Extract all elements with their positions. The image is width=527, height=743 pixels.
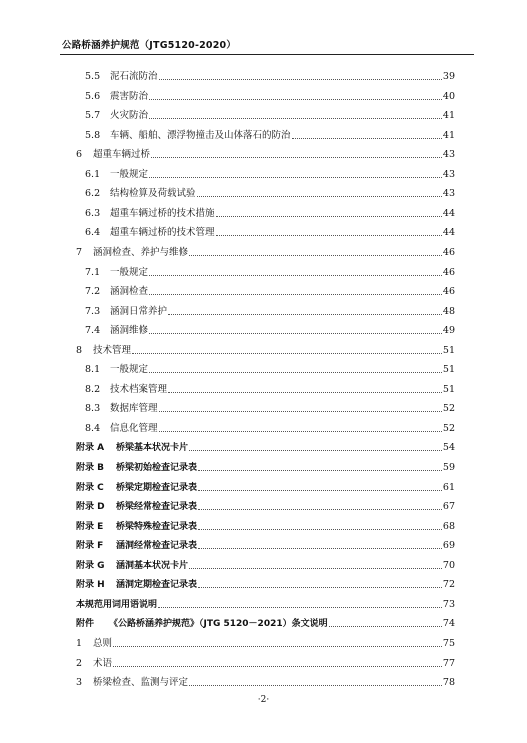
toc-entry[interactable] (0, 83, 527, 103)
toc-entry-number: 附件 (76, 619, 95, 630)
toc-entry[interactable] (0, 669, 527, 689)
toc-entry-title: 涵洞检查 (110, 286, 149, 298)
toc-entry[interactable] (0, 610, 527, 630)
toc-dot-leader (198, 490, 442, 491)
running-header: 公路桥涵养护规范（JTG5120-2020） (62, 40, 237, 51)
toc-entry-number: 2 (76, 657, 83, 669)
toc-entry-number: 6.1 (85, 168, 101, 180)
toc-entry-page: 59 (442, 462, 455, 473)
toc-entry-title: 涵洞日常养护 (110, 305, 168, 317)
toc-entry-title: 结构检算及荷载试验 (110, 188, 196, 200)
toc-entry-page: 43 (442, 188, 455, 200)
toc-entry-page: 77 (442, 657, 455, 669)
toc-entry[interactable] (0, 571, 527, 591)
toc-entry-title: 涵洞定期检查记录表 (116, 580, 198, 591)
toc-dot-leader (198, 529, 442, 530)
toc-entry-page: 74 (442, 618, 455, 630)
toc-entry-number: 5.6 (85, 90, 101, 102)
toc-entry-page: 41 (442, 110, 455, 122)
toc-dot-leader (149, 99, 442, 100)
toc-entry-number: 8.2 (85, 383, 101, 395)
toc-entry[interactable] (0, 317, 527, 337)
toc-entry-page: 49 (442, 325, 455, 337)
toc-entry-number: 1 (76, 637, 83, 649)
toc-entry[interactable] (0, 122, 527, 142)
toc-entry[interactable] (0, 259, 527, 279)
toc-entry-page: 70 (442, 559, 455, 571)
toc-entry-page: 48 (442, 305, 455, 317)
toc-entry-number: 5.7 (85, 110, 101, 122)
toc-dot-leader (198, 548, 442, 549)
toc-dot-leader (149, 177, 442, 178)
toc-entry-title: 桥梁初始检查记录表 (116, 463, 198, 473)
toc-dot-leader (132, 353, 442, 354)
toc-entry-number: 附录 C (76, 482, 104, 493)
header-rule (60, 54, 474, 55)
toc-entry-number: 7.2 (85, 286, 101, 298)
toc-entry-title: 超重车辆过桥 (93, 149, 151, 161)
toc-entry-page: 43 (442, 168, 455, 180)
toc-dot-leader (189, 255, 442, 256)
toc-dot-leader (149, 275, 442, 276)
toc-dot-leader (189, 450, 442, 451)
toc-entry-number: 附录 A (76, 443, 105, 454)
toc-entry-title: 桥梁基本状况卡片 (116, 443, 189, 454)
toc-dot-leader (149, 118, 442, 119)
toc-dot-leader (149, 333, 442, 334)
toc-entry-title: 车辆、船舶、漂浮物撞击及山体落石的防治 (110, 129, 291, 141)
toc-dot-leader (149, 372, 442, 373)
toc-entry[interactable] (0, 356, 527, 376)
toc-entry-title: 超重车辆过桥的技术管理 (110, 227, 215, 239)
toc-dot-leader (216, 216, 442, 217)
toc-entry-page: 52 (442, 422, 455, 434)
toc-entry-number: 5.8 (85, 129, 101, 141)
toc-dot-leader (159, 79, 442, 80)
toc-entry-number: 6.4 (85, 227, 101, 239)
toc-entry-page: 73 (442, 598, 455, 610)
toc-dot-leader (198, 470, 442, 471)
page-number: ·2· (257, 695, 270, 705)
toc-entry-title: 火灾防治 (110, 110, 149, 122)
toc-entry-title: 技术管理 (93, 344, 132, 356)
toc-entry-page: 75 (442, 637, 455, 649)
toc-entry-number: 8.3 (85, 403, 101, 415)
toc-entry-page: 69 (442, 540, 455, 552)
toc-dot-leader (197, 196, 442, 197)
toc-entry-page: 46 (442, 286, 455, 298)
toc-dot-leader (198, 587, 442, 588)
toc-entry-page: 54 (442, 442, 455, 454)
toc-entry[interactable] (0, 513, 527, 533)
toc-entry[interactable] (0, 650, 527, 670)
toc-entry-title: 超重车辆过桥的技术措施 (110, 207, 215, 219)
toc-entry-number: 7 (76, 246, 83, 258)
toc-entry-page: 40 (442, 90, 455, 102)
toc-entry-number: 8.1 (85, 364, 101, 376)
toc-entry-page: 72 (442, 579, 455, 591)
toc-dot-leader (159, 411, 442, 412)
toc-entry[interactable] (0, 630, 527, 650)
toc-dot-leader (189, 568, 442, 569)
toc-entry[interactable] (0, 298, 527, 318)
toc-entry[interactable] (0, 200, 527, 220)
toc-entry-title: 《公路桥涵养护规范》（JTG 5120－2021）条文说明 (109, 619, 328, 630)
toc-entry-number: 6 (76, 149, 83, 161)
toc-entry-page: 41 (442, 129, 455, 141)
toc-entry-number: 8.4 (85, 422, 101, 434)
toc-entry[interactable] (0, 161, 527, 181)
toc-entry-number: 6.2 (85, 188, 101, 200)
toc-entry-title: 涵洞检查、养护与维修 (93, 246, 189, 258)
toc-entry-number: 3 (76, 677, 83, 689)
toc-entry-title: 术语 (93, 657, 113, 669)
toc-entry-page: 51 (442, 344, 455, 356)
toc-entry[interactable] (0, 63, 527, 83)
toc-entry-title: 桥梁检查、监测与评定 (93, 677, 189, 689)
toc-dot-leader (292, 138, 442, 139)
toc-entry-number: 附录 D (76, 502, 105, 513)
toc-dot-leader (159, 431, 442, 432)
toc-entry-number: 附录 B (76, 463, 104, 473)
toc-entry[interactable] (0, 493, 527, 513)
toc-entry[interactable] (0, 180, 527, 200)
toc-entry-page: 39 (442, 71, 455, 82)
toc-entry-number: 附录 E (76, 521, 104, 532)
toc-entry-number: 7.1 (85, 266, 101, 278)
toc-entry-title: 一般规定 (110, 266, 149, 278)
toc-entry-page: 78 (442, 677, 455, 689)
toc-entry[interactable] (0, 474, 527, 494)
toc-dot-leader (168, 314, 442, 315)
toc-entry[interactable] (0, 239, 527, 259)
toc-entry-page: 46 (442, 266, 455, 278)
toc-entry-number: 6.3 (85, 207, 101, 219)
toc-entry-title: 震害防治 (110, 90, 149, 102)
toc-entry-title: 涵洞基本状况卡片 (116, 560, 189, 571)
toc-dot-leader (198, 509, 442, 510)
toc-dot-leader (113, 666, 442, 667)
toc-entry[interactable] (0, 454, 527, 474)
toc-entry[interactable] (0, 591, 527, 611)
toc-entry-page: 67 (442, 501, 455, 513)
toc-entry-title: 技术档案管理 (110, 383, 168, 395)
toc-entry[interactable] (0, 376, 527, 396)
toc-dot-leader (149, 294, 442, 295)
toc-entry-title: 数据库管理 (110, 403, 158, 415)
toc-entry-page: 61 (442, 481, 455, 493)
toc-entry-title: 一般规定 (110, 168, 149, 180)
toc-dot-leader (151, 157, 442, 158)
toc-entry-page: 51 (442, 364, 455, 376)
toc-entry-page: 52 (442, 403, 455, 415)
toc-entry[interactable] (0, 415, 527, 435)
toc-dot-leader (189, 685, 442, 686)
toc-dot-leader (216, 235, 442, 236)
toc-entry-title: 一般规定 (110, 364, 149, 376)
toc-entry-number: 附录 F (76, 541, 104, 552)
toc-dot-leader (113, 646, 442, 647)
toc-entry-page: 43 (442, 149, 455, 161)
toc-entry[interactable] (0, 278, 527, 298)
toc-entry-title: 本规范用词用语说明 (76, 599, 158, 610)
toc-entry-number: 7.4 (85, 325, 101, 337)
toc-entry[interactable] (0, 434, 527, 454)
toc-entry-number: 附录 G (76, 560, 105, 571)
toc-entry-title: 总则 (93, 637, 113, 649)
toc-entry-page: 68 (442, 520, 455, 532)
toc-entry-number: 附录 H (76, 580, 105, 591)
toc-entry[interactable] (0, 219, 527, 239)
toc-entry-page: 44 (442, 227, 455, 239)
toc-dot-leader (158, 607, 442, 608)
toc-entry-title: 桥梁定期检查记录表 (116, 482, 198, 493)
toc-entry-page: 51 (442, 383, 455, 395)
toc-entry[interactable] (0, 337, 527, 357)
toc-entry[interactable] (0, 102, 527, 122)
toc-entry-title: 泥石流防治 (110, 71, 158, 82)
toc-entry-title: 涵洞经常检查记录表 (116, 541, 198, 552)
toc-entry-page: 46 (442, 246, 455, 258)
toc-entry-title: 信息化管理 (110, 422, 158, 434)
toc-dot-leader (168, 392, 442, 393)
toc-entry-title: 桥梁特殊检查记录表 (116, 521, 198, 532)
toc-dot-leader (329, 626, 442, 627)
toc-entry-page: 44 (442, 207, 455, 219)
toc-entry[interactable] (0, 552, 527, 572)
toc-entry-number: 8 (76, 344, 83, 356)
toc-entry-title: 涵洞维修 (110, 325, 149, 337)
toc-entry-title: 桥梁经常检查记录表 (116, 502, 198, 513)
toc-entry[interactable] (0, 141, 527, 161)
toc-entry-number: 5.5 (85, 71, 101, 82)
toc-entry[interactable] (0, 532, 527, 552)
toc-entry[interactable] (0, 395, 527, 415)
toc-entry-number: 7.3 (85, 305, 101, 317)
